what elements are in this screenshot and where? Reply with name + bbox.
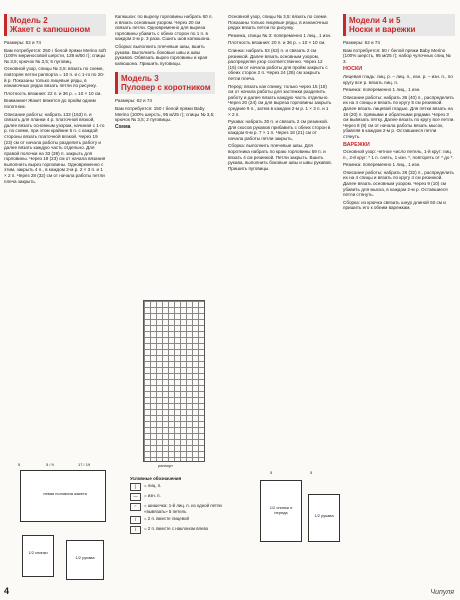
model-3-density: Плотность вязания: 20 п. и 36 р. = 10 × 10 см. [228,40,326,46]
model-4-5-sizes: Размеры: 62 и 74 [343,40,380,45]
legend-row: / = 2 п. вместе лицевой [130,516,222,524]
back-front-schematic [260,480,302,542]
ruler-mark: 5 [310,470,313,475]
column-model-4-5 [343,14,455,213]
raport-label: раппорт [158,463,173,468]
model-3-pattern: Основной узор, спицы № 3,5: вязать по схеме. Показаны только лицевые ряды, в изнаночных рядах вязать петли по рисунку. [228,14,329,31]
back-half-schematic [22,535,54,577]
mittens-work: Описание работы: набрать 28 (32) п., распределить их на 4 спицы и вязать по кругу 4 см резинкой. Далее вязать основным узором. Через 9 (10) см убавить для мыска, в каждом 2-м р. Оставшиеся петли стянуть. [343,169,454,198]
mittens-title: ВАРЕЖКИ [343,141,370,148]
sleeve-half-schematic [308,494,340,542]
bobble-stitch-icon: ◜ [130,503,141,511]
purl-stitch-icon: — [130,493,141,501]
socks-work: Описание работы: набрать 36 (40) п., распределить их на 4 спицы и вязать по кругу 5 см резинкой. Далее вязать лицевой гладью. Для пятки вязать на 18 (20) п. прямыми и обратными рядами. Через 3 см вывязать пятку. Далее вязать по кругу все петли. Через 8 (9) см от начала работы вязать мысок, убавляя в каждом 2-м р. Оставшиеся петли стянуть. [343,94,455,139]
column-model-3 [115,14,215,132]
ruler-mark: 5 [18,462,21,467]
model-2-heading [4,14,106,36]
mittens-pattern: Основной узор: четное число петель, 1-й круг: лиц. п., 2-й круг: * 1 п. снять, 1 изн. *, повторять от * до *. [343,149,454,160]
socks-title: НОСКИ [343,66,363,73]
legend-title: Условные обозначения [130,476,182,481]
model-3-assembly: Сборка: выполнить плечевые швы. Для воротника набрать по краю горловины 59 п. и вязать 4 см резинкой. Петли закрыть. Вшить рукава, выполнить боковые швы и швы рукавов. Пришить пуговицы. [228,143,332,171]
legend-row: | = лиц. п. [130,483,222,491]
model-2-assembly: Сборка: выполнить плечевые швы, вшить рукава. Выполнить боковые швы и швы рукавов. Обвязать вырез горловины и края капюшона. Пришить пуговицы. [115,43,208,66]
model-3-sizes: Размеры: 62 и 74 [115,98,152,104]
pattern-piece-label: левая половина жакета [43,491,87,496]
ruler-mark: 5 / 9 [46,462,54,467]
column-model-3-text [228,14,332,173]
mittens-assembly: Сборка: из крючка связать шнур длиной 50 см и пришить его к обеим варежкам. [343,199,446,211]
model-2-title: Жакет с капюшоном [10,25,91,34]
model-3-title: Пуловер с коротником [121,83,211,93]
model-3-back: Спинка: набрать 53 (63) п. и связать 2 см резинкой. Далее вязать основным узором, распределяя узор соответственно. Через 12 (15) см от начала работы для пройм закрыть с обеих сторон 2 п. Через 24 (28) см закрыть петли плеча. [228,47,328,81]
model-2-pattern: Основной узор, спицы № 3,5: вязать по схеме, повторяя петли раппорта = 10 п. и с 1-го по 20-й р. Показаны только лицевые ряды, в изнаночных рядах вязать петли по рисунку. [4,66,105,89]
model-2-number: Модель 2 [10,16,48,25]
watermark: Чипуля [430,589,454,596]
k2tog-right-icon: / [130,516,141,524]
model-2-needs: Вам потребуется: 250 г белой пряжи Merino soft (100% мериносовой шерсти, 138 м/50 г); спицы № 3,5; крючок № 3,5; 5 пуговиц. [4,47,106,64]
model-3-sleeves: Рукава: набрать 30 п. и связать 2 см резинкой. Для скосов рукавов прибавить с обеих сторон в каждом 6-м р. 7 × 1 п. Через 18 (21) см от начала работы петли закрыть. [228,119,331,141]
mittens-rib: Резинка: попеременно 1 лиц., 1 изн. [343,162,421,168]
socks-faces: Лицевая гладь: лиц. р. – лиц. п., изн. р. – изн. п., по кругу все р. вязать лиц. п. [343,73,453,85]
pattern-piece-label: 1/2 спинки [28,550,48,555]
pattern-piece-label: 1/2 спинки и переда [269,505,293,515]
model-3-front: Перед: вязать как спинку, только через 15 (18) см от начала работы для застежки разделить работу и далее вязать каждую часть отдельно. Через 20 (24) см для выреза горловины закрыть средние 9 п., затем в каждом 2-м р. 1 × 3 п. и 1 × 2 п. [228,83,332,117]
model-2-attention: Внимание! Жакет вяжется до пройм одним полотном. [4,98,96,109]
model-3-number: Модель 3 [121,74,159,84]
column-model-2 [4,14,106,186]
model-4-5-title: Носки и варежки [349,25,416,34]
k2tog-left-icon: \ [130,526,141,534]
model-3-heading [115,72,215,94]
model-2-sizes: Размеры: 62 и 74 [4,40,41,45]
scheme-label: Схема [115,123,131,130]
ruler-mark: 17 / 19 [78,462,91,467]
jacket-half-schematic [20,470,106,522]
model-3-rib: Резинка, спицы № 3: попеременно 1 лиц., 1 изн. [228,32,332,38]
legend [130,476,222,536]
model-3-needs: Вам потребуется: 150 г белой пряжи Baby Merino (100% шерсть, 95 м/25 г); спицы № 3,5; крючок № 3,5; 2 пуговицы. [115,105,215,123]
socks-rib: Резинка: попеременно 1 лиц., 1 изн. [343,87,421,93]
legend-row: \ = 2 п. вместе с наклоном влево [130,526,222,534]
sleeve-half-schematic [66,540,104,580]
legend-row: — = изн. п. [130,493,222,501]
model-4-5-needs: Вам потребуется: 50 г белой пряжи Baby Merino (100% шерсть, 95 м/25 г); набор чулочных спиц № 3. [343,47,451,64]
legend-row: ◜ = шишечка: 1-й лиц. п. из одной петли «вывязать» 5 петель [130,503,222,514]
page-number: 4 [4,586,10,596]
knitting-chart [143,300,205,462]
knit-stitch-icon: | [130,483,141,491]
model-2-hood: Капюшон: по вырезу горловины набрать 60 п. и вязать основным узором. Через 20 см связать петли. Одновременно для выреза горловины убавить с обеих сторон по 1 п. в каждом 2-м р. 3 раза. Сшить шов капюшона. [115,14,213,42]
model-2-density: Плотность вязания: 22 п. и 36 р. = 10 × 10 см. [4,90,102,96]
ruler-mark: 5 [270,470,273,475]
model-2-work: Описание работы: набрать 133 (153) п. и связать для планки 4 р. платочной вязкой, далее вязать основным узором, начиная с 1-го р. по схеме, при этом крайние 5 п. с каждой стороны вязать платочной вязкой. Через 19 (23) см от начала работы разделить работу и далее вязать каждую часть отдельно. Для правой полочки на 33 (38) п. закрыть для горловины. Через 19 (23) см от начала вязания выполнить вырез горловины. Одновременно с этим, закрыть 4 п., в каждом 2-м р. 2 × 3 п. и 1 × 2 п. Через 28 (32) см от начала работы петли плеча закрыть. [4,111,106,184]
model-4-5-number: Модели 4 и 5 [349,16,401,25]
model-4-5-heading [343,14,455,36]
pattern-piece-label: 1/2 рукава [314,513,334,518]
pattern-piece-label: 1/2 рукава [75,555,95,560]
